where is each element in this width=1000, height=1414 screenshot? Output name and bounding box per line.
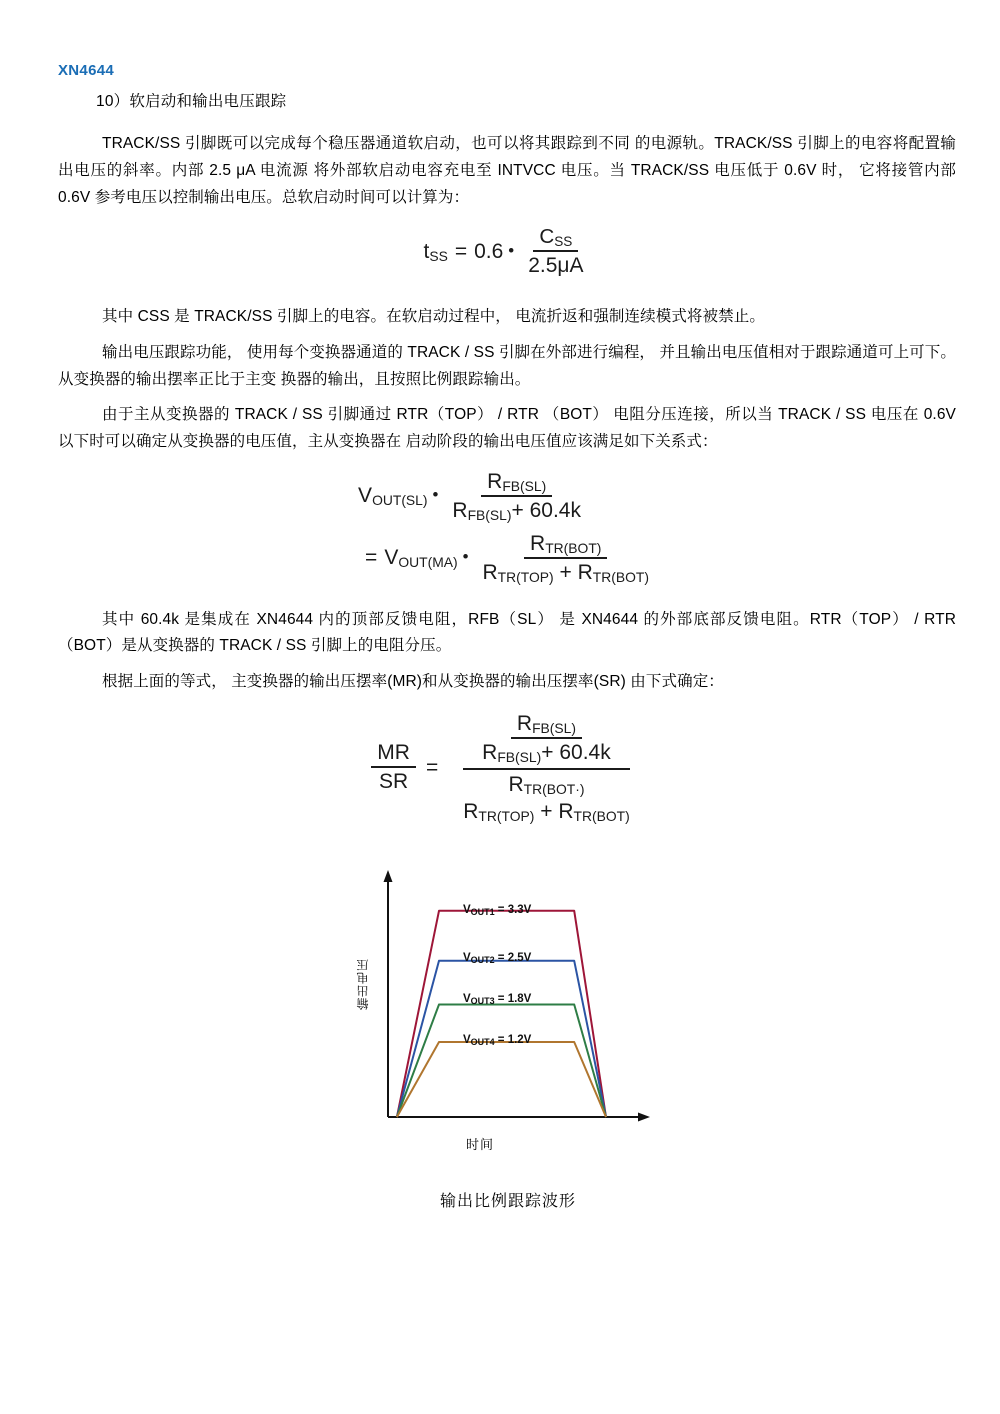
waveform-traces (397, 911, 606, 1117)
formula3-equals: = (425, 755, 439, 779)
formula2-line2 (358, 532, 658, 585)
formula3-lhs-numerator: MR (371, 741, 416, 768)
paragraph-soft-start-intro: TRACK/SS 引脚既可以完成每个稳压器通道软启动，也可以将其跟踪到不同 的电源轨。TRACK/SS 引脚上的电容将配置输出电压的斜率。内部 2.5 μA 电流源 将外部软启动电容充电至 INTVCC 电压。当 TRACK/SS 电压低于 0.6V 时， 它将接管内部 0.6V 参考电压以控制输出电压。总软启动时间可以计算为： (58, 135, 956, 206)
document-header-part-number: XN4644 (58, 62, 115, 79)
chart-y-axis-label: 输出电压 (356, 957, 370, 1010)
paragraph-css-definition: 其中 CSS 是 TRACK/SS 引脚上的电容。在软启动过程中， 电流折返和强制连续模式将被禁止。 (102, 308, 765, 326)
formula2-vout-ma: $V_{OUT(MA)}$ (384, 546, 458, 571)
formula2-numerator-1: $R_{FB(SL)}$ (481, 470, 552, 497)
formula1-fraction (522, 225, 589, 278)
formula-tracking-relation (58, 470, 958, 585)
paragraph-output-tracking: 输出电压跟踪功能， 使用每个变换器通道的 TRACK / SS 引脚在外部进行编程， 并且输出电压值相对于跟踪通道可上可下。从变换器的输出摆率正比于主变 换器的输出，且按照比例跟踪输出。 (58, 343, 956, 388)
formula1-dot: • (508, 240, 515, 260)
formula2-denominator-2: $R_{TR(TOP)} + R_{TR(BOT)}$ (482, 560, 649, 585)
formula3-inner-bottom-denominator: $R_{TR(TOP)} + R_{TR(BOT)}$ (463, 799, 630, 824)
waveform-vout1 (397, 911, 606, 1117)
paragraph-resistor-definition: 其中 60.4k 是集成在 XN4644 内的顶部反馈电阻，RFB（SL） 是 XN4644 的外部底部反馈电阻。RTR（TOP） / RTR（BOT）是从变换器的 TRACK / SS 引脚上的电阻分压。 (58, 610, 956, 655)
formula3-lhs-fraction (371, 741, 416, 794)
figure-caption: 输出比例跟踪波形 (439, 1192, 576, 1210)
formula2-denominator-1: $R_{FB(SL)}+ 60.4k$ (452, 498, 581, 523)
series-label-vout3: $V_{OUT3} = 1.8V$ (463, 992, 532, 1006)
formula2-vout-sl: $V_{OUT(SL)}$ (358, 484, 428, 509)
formula1-lhs: $t_{SS}$ (423, 239, 448, 264)
chart-x-axis-label: 时间 (466, 1136, 495, 1152)
formula3-inner-bottom-fraction (457, 773, 635, 824)
paragraph-slew-rate-intro: 根据上面的等式， 主变换器的输出压摆率(MR)和从变换器的输出压摆率(SR) 由下式确定： (102, 673, 724, 690)
formula3-inner-top-denominator: $R_{FB(SL)}+ 60.4k$ (482, 740, 611, 765)
series-label-vout2: $V_{OUT2} = 2.5V$ (463, 951, 532, 965)
formula3-rhs-fraction (448, 712, 644, 824)
formula2-numerator-2: $R_{TR(BOT)}$ (524, 532, 607, 559)
section-title: 10）软启动和输出电压跟踪 (96, 93, 287, 110)
formula-soft-start-time (58, 225, 958, 278)
formula-mr-sr-ratio (58, 712, 958, 824)
tracking-waveform-figure (58, 862, 958, 1211)
formula3-rhs-numerator (463, 712, 630, 770)
formula2-fraction-1 (446, 470, 587, 523)
formula2-line1 (358, 470, 658, 523)
series-label-vout4: $V_{OUT4} = 1.2V$ (463, 1033, 532, 1047)
formula2-dot-1: • (432, 485, 439, 505)
formula3-rhs-denominator (448, 770, 644, 824)
formula2-fraction-2 (477, 532, 655, 585)
series-label-vout1: $V_{OUT1} = 3.3V$ (463, 903, 532, 917)
formula2-equals: = (365, 546, 378, 570)
formula1-denominator: 2.5μA (528, 254, 584, 278)
page-content (58, 62, 958, 1211)
chart-area (358, 862, 658, 1172)
formula1-equals: = (454, 239, 468, 263)
formula3-inner-top-numerator: $R_{FB(SL)}$ (511, 712, 582, 739)
formula3-inner-top-fraction (476, 712, 617, 765)
paragraph-master-slave-divider: 由于主从变换器的 TRACK / SS 引脚通过 RTR（TOP） / RTR （BOT） 电阻分压连接，所以当 TRACK / SS 电压在 0.6V 以下时可以确定从变换器的电压值，主从变换器在 启动阶段的输出电压值应该满足如下关系式： (58, 406, 956, 450)
formula1-coefficient: 0.6 (474, 239, 504, 263)
waveform-vout4 (397, 1042, 606, 1117)
formula2-dot-2: • (462, 547, 469, 567)
formula3-inner-bottom-numerator: $R_{TR(BOT\cdot)}$ (508, 772, 585, 797)
formula1-numerator: $C_{SS}$ (533, 225, 578, 252)
formula3-lhs-denominator: SR (379, 770, 409, 794)
